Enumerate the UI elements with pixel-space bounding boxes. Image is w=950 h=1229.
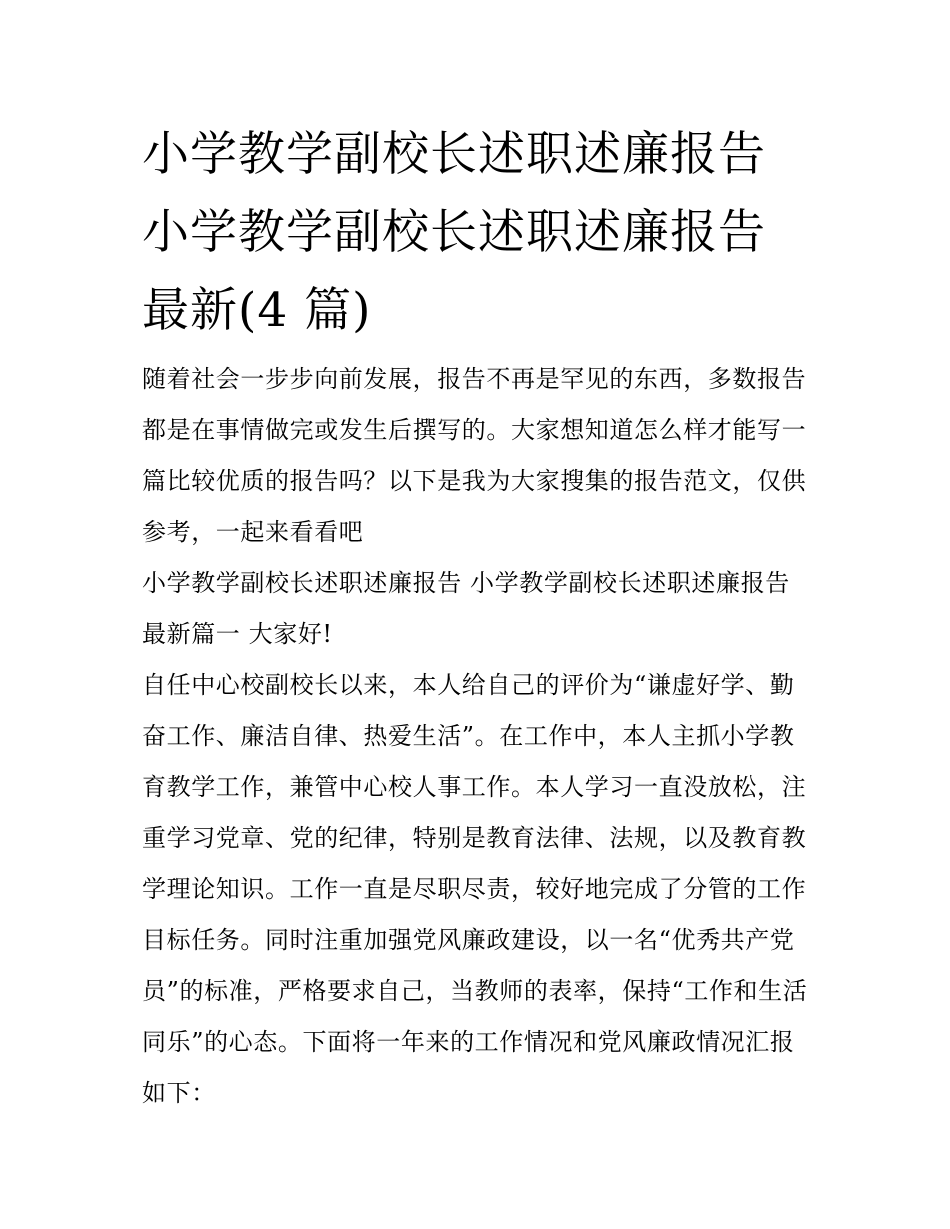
text-line: 员”的标准，严格要求自己，当教师的表率，保持“工作和生活 — [142, 977, 808, 1005]
section-heading-paragraph — [142, 558, 822, 660]
title-line: 小学教学副校长述职述廉报告 — [142, 205, 766, 260]
text-line: 重学习党章、党的纪律，特别是教育法律、法规，以及教育教 — [142, 824, 807, 852]
document-title — [142, 116, 822, 350]
intro-paragraph — [142, 354, 822, 558]
text-line: 随着社会一步步向前发展，报告不再是罕见的东西，多数报告 — [142, 365, 807, 393]
text-line: 自任中心校副校长以来，本人给自己的评价为“谦虚好学、勤 — [142, 671, 795, 699]
text-line: 小学教学副校长述职述廉报告 小学教学副校长述职述廉报告 — [142, 569, 790, 597]
text-line: 参考，一起来看看吧 — [142, 518, 364, 546]
text-line: 最新篇一 大家好! — [142, 620, 333, 648]
text-line: 育教学工作，兼管中心校人事工作。本人学习一直没放松，注 — [142, 773, 807, 801]
title-line: 最新(4 篇) — [142, 283, 372, 338]
title-line: 小学教学副校长述职述廉报告 — [142, 127, 766, 182]
text-line: 都是在事情做完或发生后撰写的。大家想知道怎么样才能写一 — [142, 416, 807, 444]
text-line: 如下： — [142, 1079, 216, 1107]
text-line: 目标任务。同时注重加强党风廉政建设，以一名“优秀共产党 — [142, 926, 795, 954]
text-line: 同乐”的心态。下面将一年来的工作情况和党风廉政情况汇报 — [142, 1028, 795, 1056]
document-body — [142, 354, 822, 1119]
text-line: 学理论知识。工作一直是尽职尽责，较好地完成了分管的工作 — [142, 875, 807, 903]
text-line: 篇比较优质的报告吗？以下是我为大家搜集的报告范文，仅供 — [142, 467, 807, 495]
body-paragraph — [142, 660, 822, 1119]
text-line: 奋工作、廉洁自律、热爱生活”。在工作中，本人主抓小学教 — [142, 722, 795, 750]
